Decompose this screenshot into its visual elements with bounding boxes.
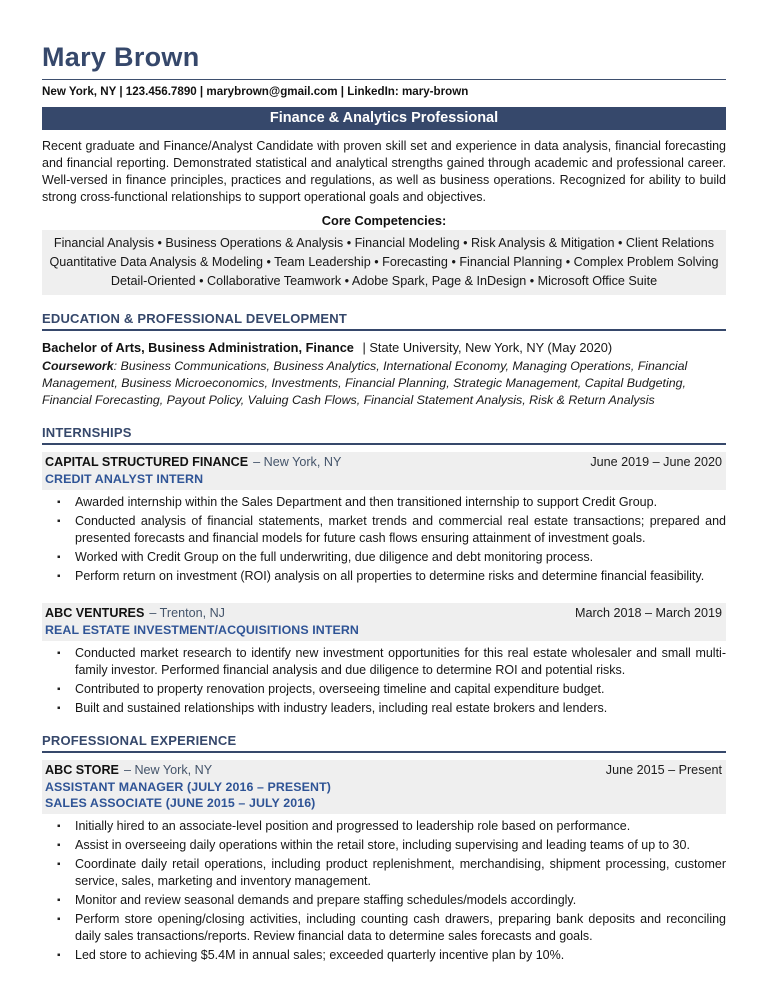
- bullet-item: ▪ Initially hired to an associate-level position and progressed to leadership role based on performance.: [42, 818, 726, 835]
- job-dates: June 2019 – June 2020: [590, 455, 722, 469]
- section-heading: PROFESSIONAL EXPERIENCE: [42, 733, 726, 753]
- section-heading: INTERNSHIPS: [42, 425, 726, 445]
- bullet-item: ▪ Led store to achieving $5.4M in annual sales; exceeded quarterly incentive plan by 10%.: [42, 947, 726, 964]
- company-location: – New York, NY: [253, 455, 342, 469]
- job-header: [42, 603, 726, 641]
- job-title: ASSISTANT MANAGER (JULY 2016 – PRESENT): [45, 780, 331, 794]
- coursework-list: : Business Communications, Business Analytics, International Economy, Managing Operations, Financial Management, Business Microeconomics, Investments, Financial Planning, Strategic Management, Capital Budgeting, Financial Forecasting, Payout Policy, Valuing Cash Flows, Financial Statement Analysis, Risk & Return Analysis: [42, 359, 688, 407]
- bullet-list: [42, 818, 726, 964]
- job-company-row: [45, 606, 722, 620]
- coursework-line: [42, 358, 726, 409]
- header-divider: [42, 79, 726, 80]
- company-location: – Trenton, NJ: [149, 606, 225, 620]
- job-entry: [42, 603, 726, 717]
- school-name: | State University, New York, NY (May 2020): [362, 340, 613, 355]
- bullet-item: ▪ Conducted analysis of financial statements, market trends and commercial real estate transactions; prepared and presented forecasts and financial models for future cash flows ensuring attainment of investment goals.: [42, 513, 726, 547]
- core-competencies-block: [42, 230, 726, 295]
- bullet-item: ▪ Perform store opening/closing activities, including counting cash drawers, preparing bank deposits and reconciling daily sales transactions/reports. Review financial data to determine sales forecasts and goals.: [42, 911, 726, 945]
- bullet-item: ▪ Perform return on investment (ROI) analysis on all properties to determine risks and determine financial feasibility.: [42, 568, 726, 585]
- company-name: ABC STORE: [45, 763, 119, 777]
- job-dates: June 2015 – Present: [605, 763, 722, 777]
- degree-line: [42, 340, 726, 355]
- bullet-item: ▪ Conducted market research to identify new investment opportunities for this real estate wholesaler and small multi-family investor. Performed financial analysis and due diligence to determine ROI and potential risks.: [42, 645, 726, 679]
- bullet-list: [42, 645, 726, 717]
- contact-line: New York, NY | 123.456.7890 | marybrown@gmail.com | LinkedIn: mary-brown: [42, 85, 469, 98]
- bullet-item: ▪ Awarded internship within the Sales Department and then transitioned internship to support Credit Group.: [42, 494, 726, 511]
- competency-line: Financial Analysis • Business Operations & Analysis • Financial Modeling • Risk Analysis & Mitigation • Client Relations: [53, 236, 715, 250]
- section-heading: EDUCATION & PROFESSIONAL DEVELOPMENT: [42, 311, 726, 331]
- bullet-item: ▪ Coordinate daily retail operations, including product replenishment, merchandising, shipment processing, customer service, sales, marketing and inventory management.: [42, 856, 726, 890]
- company-location: – New York, NY: [123, 763, 213, 777]
- role-banner: Finance & Analytics Professional: [42, 107, 726, 130]
- competency-line: Detail-Oriented • Collaborative Teamwork • Adobe Spark, Page & InDesign • Microsoft Office Suite: [110, 274, 658, 288]
- coursework-label: Coursework: [42, 359, 114, 373]
- bullet-item: ▪ Worked with Credit Group on the full underwriting, due diligence and debt monitoring process.: [42, 549, 726, 566]
- degree-name: Bachelor of Arts, Business Administration, Finance: [42, 340, 354, 355]
- job-title: REAL ESTATE INVESTMENT/ACQUISITIONS INTERN: [45, 623, 359, 637]
- company-name: ABC VENTURES: [45, 606, 145, 620]
- job-title: SALES ASSOCIATE (JUNE 2015 – JULY 2016): [45, 796, 316, 810]
- section-experience: [42, 733, 726, 964]
- bullet-item: ▪ Contributed to property renovation projects, overseeing timeline and capital expenditure budget.: [42, 681, 726, 698]
- core-competencies-label: Core Competencies:: [321, 213, 447, 228]
- page-title: Mary Brown: [42, 42, 200, 72]
- job-header: [42, 760, 726, 814]
- bullet-list: [42, 494, 726, 585]
- competency-line: Quantitative Data Analysis & Modeling • Team Leadership • Forecasting • Financial Planning • Complex Problem Solving: [49, 255, 719, 269]
- job-entry: [42, 452, 726, 585]
- job-company-row: [45, 763, 722, 777]
- job-header: [42, 452, 726, 490]
- job-dates: March 2018 – March 2019: [574, 606, 722, 620]
- job-entry: [42, 760, 726, 964]
- section-internships: [42, 425, 726, 717]
- section-education: [42, 311, 726, 409]
- bullet-item: ▪ Built and sustained relationships with industry leaders, including real estate brokers and lenders.: [42, 700, 726, 717]
- job-company-row: [45, 455, 722, 469]
- summary-paragraph: Recent graduate and Finance/Analyst Candidate with proven skill set and experience in data analysis, financial forecasting and financial reporting. Demonstrated statistical and analytical strengths gained through academic and professional career. Well-versed in finance principles, practices and regulations, as well as business operations. Recognized for ability to build strong cross-functional relationships to support operational goals and objectives.: [42, 139, 726, 204]
- job-title: CREDIT ANALYST INTERN: [45, 472, 204, 486]
- bullet-item: ▪ Assist in overseeing daily operations within the retail store, including supervising and leading teams of up to 30.: [42, 837, 726, 854]
- company-name: CAPITAL STRUCTURED FINANCE: [45, 455, 249, 469]
- bullet-item: ▪ Monitor and review seasonal demands and prepare staffing schedules/models accordingly.: [42, 892, 726, 909]
